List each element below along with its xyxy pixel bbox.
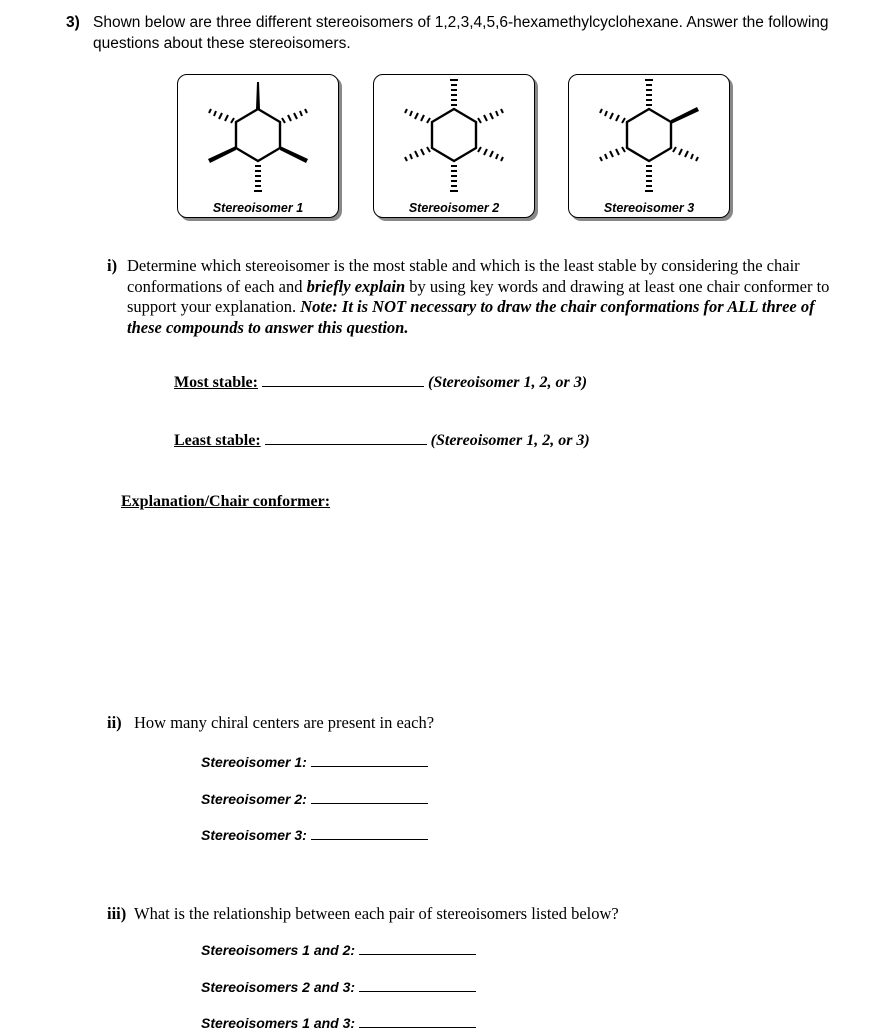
stereoisomer-3-card: [568, 74, 730, 218]
stereoisomer-2-structure: [374, 75, 534, 217]
most-stable-hint: (Stereoisomer 1, 2, or 3): [427, 374, 588, 391]
part-i-text: Determine which stereoisomer is the most stable and which is the least stable by considering the chair conformations of each and briefly explain by using key words and drawing at least one chair conformer to support your explanation. Note: It is NOT necessary to draw the chair conformations for ALL three of these compounds to answer this question.: [127, 256, 830, 337]
stereoisomer-2-card: [373, 74, 535, 218]
relationship-1-3: [201, 1015, 476, 1031]
part-ii: [107, 713, 607, 735]
part-ii-text: How many chiral centers are present in each?: [134, 713, 435, 732]
chiral-stereoisomer-3-label: Stereoisomer 3:: [201, 827, 307, 843]
question-text: Shown below are three different stereoisomers of 1,2,3,4,5,6-hexamethylcyclohexane. Answer the following questions about these stereoisomers.: [93, 14, 829, 52]
stereoisomer-1-card: [177, 74, 339, 218]
chiral-stereoisomer-3-answer-line[interactable]: [311, 827, 428, 840]
relationship-1-3-answer-line[interactable]: [359, 1015, 476, 1028]
chiral-stereoisomer-3: [201, 827, 428, 843]
part-i: [107, 256, 852, 340]
most-stable-field: [174, 372, 587, 392]
least-stable-label: Least stable:: [174, 432, 261, 449]
most-stable-answer-line[interactable]: [262, 372, 424, 387]
part-iii-tag: iii): [107, 904, 127, 923]
relationship-1-2: [201, 942, 476, 958]
part-i-tag: i): [107, 256, 118, 275]
chiral-stereoisomer-1: [201, 754, 428, 770]
stereoisomer-1-label: Stereoisomer 1: [212, 201, 304, 215]
relationship-2-3-label: Stereoisomers 2 and 3:: [201, 979, 356, 995]
part-ii-tag: ii): [107, 713, 122, 732]
relationship-1-2-label: Stereoisomers 1 and 2:: [201, 942, 356, 958]
chiral-stereoisomer-2-label: Stereoisomer 2:: [201, 791, 307, 807]
part-iii-text: What is the relationship between each pair of stereoisomers listed below?: [134, 904, 619, 923]
most-stable-label: Most stable:: [174, 374, 258, 391]
least-stable-field: [174, 430, 590, 450]
part-i-emphasis: briefly explain: [306, 276, 406, 296]
chiral-stereoisomer-1-label: Stereoisomer 1:: [201, 754, 307, 770]
stereoisomer-3-label: Stereoisomer 3: [603, 201, 695, 215]
relationship-2-3: [201, 979, 476, 995]
explanation-heading: Explanation/Chair conformer:: [121, 493, 331, 510]
least-stable-hint: (Stereoisomer 1, 2, or 3): [430, 432, 590, 449]
relationship-1-3-label: Stereoisomers 1 and 3:: [201, 1015, 356, 1031]
chiral-stereoisomer-2-answer-line[interactable]: [311, 791, 428, 804]
part-i-note: Note: It is NOT necessary to draw the chair conformations for ALL three of these compounds to answer this question.: [127, 297, 815, 337]
question-number: 3): [66, 14, 80, 31]
least-stable-answer-line[interactable]: [265, 430, 427, 445]
stereoisomer-2-label: Stereoisomer 2: [408, 201, 500, 215]
stereoisomer-3-structure: [569, 75, 729, 217]
chiral-stereoisomer-2: [201, 791, 428, 807]
chiral-stereoisomer-1-answer-line[interactable]: [311, 754, 428, 767]
relationship-1-2-answer-line[interactable]: [359, 942, 476, 955]
stereoisomer-1-structure: [178, 75, 338, 217]
part-iii: [107, 904, 807, 926]
relationship-2-3-answer-line[interactable]: [359, 979, 476, 992]
